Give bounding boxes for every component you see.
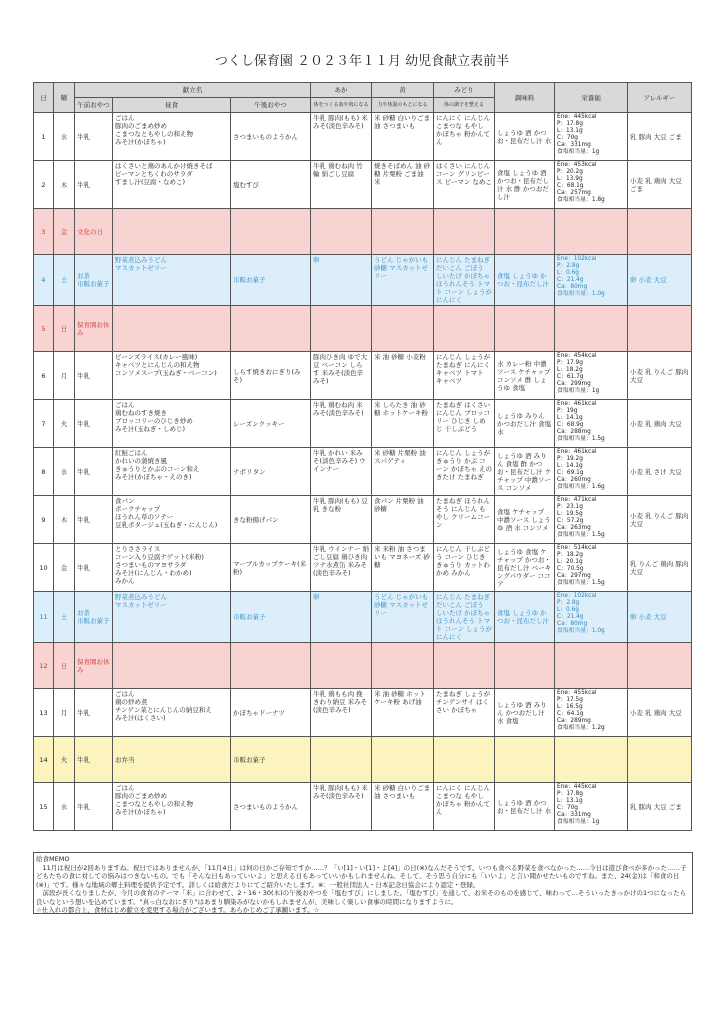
allergy-cell xyxy=(628,209,692,255)
weekday-cell: 水 xyxy=(54,783,75,831)
green-foods-cell xyxy=(434,306,495,352)
green-foods-cell: にんじん しょうが たまねぎ にんにく キャベツ トマト キャベツ xyxy=(434,352,495,400)
morning-snack-cell: 牛乳 xyxy=(75,544,113,592)
yellow-foods-cell xyxy=(372,737,434,783)
lunch-cell xyxy=(113,306,231,352)
yellow-foods-cell: 米 砂糖 白いりごま 油 さつまいも xyxy=(372,113,434,161)
weekday-cell: 金 xyxy=(54,209,75,255)
yellow-foods-cell xyxy=(372,306,434,352)
red-foods-cell: 牛乳 豚肉(もも) 豆乳 きな粉 xyxy=(311,496,372,544)
day-cell: 11 xyxy=(34,592,54,643)
table-row xyxy=(34,544,692,592)
lunch-cell xyxy=(113,643,231,689)
afternoon-snack-cell: さつまいものようかん xyxy=(231,783,311,831)
red-foods-cell: 牛乳 ウインナー 絹ごし豆腐 鶏ひき肉 ツナ水煮缶 米みそ(淡色辛みそ) xyxy=(311,544,372,592)
green-foods-cell: にんにく にんじん こまつな もやし かぼちゃ 粉かんてん xyxy=(434,113,495,161)
seasoning-cell: しょうゆ 酒 かつお・昆布だし汁 水 xyxy=(495,113,555,161)
weekday-cell: 土 xyxy=(54,255,75,306)
nutrition-cell xyxy=(555,737,628,783)
morning-snack-cell: 牛乳 xyxy=(75,737,113,783)
seasoning-cell xyxy=(495,306,555,352)
nutrition-cell: Ene：102kcal P：2.8g L：0.6g C：21.4g Ca：80mg 食塩相当量：1.0g xyxy=(555,255,628,306)
nutrition-cell: Ene：471kcal P：23.1g L：19.5g C：57.2g Ca：263mg 食塩相当量：1.5g xyxy=(555,496,628,544)
yellow-foods-cell: 米 しらたき 油 砂糖 ホットケーキ粉 xyxy=(372,400,434,448)
lunch-cell: はくさいと鶏のあんかけ焼きそば ピーマンとちくわのサラダ すまし汁(豆腐・なめこ) xyxy=(113,161,231,209)
allergy-cell: 小麦 乳 鶏肉 大豆 ごま xyxy=(628,161,692,209)
allergy-cell xyxy=(628,306,692,352)
seasoning-cell: しょうゆ 酒 みりん かつおだし汁 水 食塩 xyxy=(495,689,555,737)
table-row xyxy=(34,113,692,161)
allergy-cell: 卵 小麦 大豆 xyxy=(628,255,692,306)
day-cell: 10 xyxy=(34,544,54,592)
green-foods-cell: にんじん たまねぎ だいこん ごぼう しいたけ かぼちゃ ほうれんそう トマト コーン しょうが にんにく xyxy=(434,255,495,306)
allergy-cell: 小麦 乳 鶏肉 大豆 xyxy=(628,689,692,737)
morning-snack-cell: 牛乳 xyxy=(75,496,113,544)
lunch-cell: 食パン ポークチャップ ほうれん草のソテー 豆乳ポタージュ(玉ねぎ・にんじん) xyxy=(113,496,231,544)
seasoning-cell: 食塩 しょうゆ 酒 かつお・昆布だし汁 水 酢 かつおだし汁 xyxy=(495,161,555,209)
weekday-cell: 火 xyxy=(54,400,75,448)
yellow-foods-cell: 米 米粉 油 さつまいも マヨネーズ 砂糖 xyxy=(372,544,434,592)
header-green: みどり xyxy=(434,83,495,98)
morning-snack-cell: 牛乳 xyxy=(75,400,113,448)
table-row xyxy=(34,209,692,255)
afternoon-snack-cell xyxy=(231,209,311,255)
day-cell: 8 xyxy=(34,448,54,496)
red-foods-cell: 牛乳 豚肉(もも) 米みそ(淡色辛みそ) xyxy=(311,113,372,161)
weekday-cell: 木 xyxy=(54,161,75,209)
nutrition-cell: Ene：453kcal P：20.2g L：13.9g C：68.1g Ca：257mg 食塩相当量：1.8g xyxy=(555,161,628,209)
seasoning-cell: 食塩 ケチャップ 中濃ソース しょうゆ 酒 水 コンソメ xyxy=(495,496,555,544)
nutrition-cell: Ene：454kcal P：17.9g L：18.2g C：61.7g Ca：299mg 食塩相当量：1g xyxy=(555,352,628,400)
green-foods-cell: にんにく にんじん こまつな もやし かぼちゃ 粉かんてん xyxy=(434,783,495,831)
table-row xyxy=(34,643,692,689)
yellow-foods-cell: 米 砂糖 片栗粉 油 スパゲティ xyxy=(372,448,434,496)
seasoning-cell xyxy=(495,737,555,783)
red-foods-cell: 牛乳 鶏むね肉 米みそ(淡色辛みそ) xyxy=(311,400,372,448)
seasoning-cell: 食塩 しょうゆ か つお・昆布だし汁 xyxy=(495,592,555,643)
header-lunch: 昼食 xyxy=(113,98,231,113)
green-foods-cell: たまねぎ はくさい にんじん ブロッコリー ひじき しめじ 干しぶどう xyxy=(434,400,495,448)
header-red: あか xyxy=(311,83,372,98)
afternoon-snack-cell: レーズンクッキー xyxy=(231,400,311,448)
nutrition-cell: Ene：514kcal P：18.2g L：20.1g C：70.5g Ca：297mg 食塩相当量：1.5g xyxy=(555,544,628,592)
table-row xyxy=(34,592,692,643)
page-title: つくし保育園 ２０２３年１１月 幼児食献立表前半 xyxy=(214,54,510,69)
memo-heading: 給食MEMO xyxy=(36,855,70,863)
nutrition-cell: Ene：461kcal P：19.2g L：14.1g C：69.1g Ca：260mg 食塩相当量：1.6g xyxy=(555,448,628,496)
day-cell: 12 xyxy=(34,643,54,689)
header-day: 日 xyxy=(34,83,54,113)
nutrition-cell: Ene：461kcal P：19g L：14.1g C：68.9g Ca：288mg 食塩相当量：1.5g xyxy=(555,400,628,448)
green-foods-cell: にんじん しょうが きゅうり かぶ コーン かぼちゃ えのきたけ たまねぎ xyxy=(434,448,495,496)
day-cell: 7 xyxy=(34,400,54,448)
table-row xyxy=(34,352,692,400)
morning-snack-cell: 牛乳 xyxy=(75,161,113,209)
header-seasoning: 調味料 xyxy=(495,83,555,113)
allergy-cell: 小麦 乳 鶏肉 大豆 xyxy=(628,400,692,448)
lunch-cell: お弁当 xyxy=(113,737,231,783)
day-cell: 5 xyxy=(34,306,54,352)
weekday-cell: 日 xyxy=(54,306,75,352)
memo-box xyxy=(33,852,693,914)
nutrition-cell xyxy=(555,643,628,689)
morning-snack-cell: 牛乳 xyxy=(75,783,113,831)
header-yellow: 黄 xyxy=(372,83,434,98)
weekday-cell: 月 xyxy=(54,352,75,400)
day-cell: 14 xyxy=(34,737,54,783)
day-cell: 3 xyxy=(34,209,54,255)
table-row xyxy=(34,400,692,448)
yellow-foods-cell: 米 油 砂糖 小麦粉 xyxy=(372,352,434,400)
red-foods-cell: 卵 xyxy=(311,592,372,643)
day-cell: 1 xyxy=(34,113,54,161)
nutrition-cell xyxy=(555,306,628,352)
yellow-foods-cell xyxy=(372,643,434,689)
table-row xyxy=(34,496,692,544)
green-foods-cell xyxy=(434,737,495,783)
afternoon-snack-cell: きな粉揚げパン xyxy=(231,496,311,544)
morning-snack-cell: 文化の日 xyxy=(75,209,113,255)
nutrition-cell: Ene：445kcal P：17.8g L：13.1g C：70g Ca：331mg 食塩相当量：1g xyxy=(555,113,628,161)
seasoning-cell xyxy=(495,643,555,689)
lunch-cell: とりささライス コーン入り豆腐ナゲット(米粉) さつまいものマヨサラダ みそ汁(にんじん・わかめ) みかん xyxy=(113,544,231,592)
lunch-cell: 野菜煮込みうどん マスカットゼリー xyxy=(113,255,231,306)
seasoning-cell: しょうゆ みりん かつおだし汁 食塩 水 xyxy=(495,400,555,448)
lunch-cell xyxy=(113,209,231,255)
green-foods-cell: たまねぎ しょうが チンゲンサイ はくさい かぼちゃ xyxy=(434,689,495,737)
lunch-cell: ごはん 鶏の炒め煮 チンゲン菜とにんじんの納豆和え みそ汁(はくさい) xyxy=(113,689,231,737)
seasoning-cell: 水 カレー粉 中濃ソース ケチャップ コンソメ 酢 しょうゆ 食塩 xyxy=(495,352,555,400)
seasoning-cell: しょうゆ 酒 みりん 食塩 酢 かつお・昆布だし汁 ケチャップ 中濃ソース コンソメ xyxy=(495,448,555,496)
table-row xyxy=(34,737,692,783)
afternoon-snack-cell: 市販お菓子 xyxy=(231,737,311,783)
weekday-cell: 土 xyxy=(54,592,75,643)
weekday-cell: 金 xyxy=(54,544,75,592)
afternoon-snack-cell: 市販お菓子 xyxy=(231,592,311,643)
yellow-foods-cell: うどん じゃがいも 砂糖 マスカットゼリー xyxy=(372,592,434,643)
red-foods-cell: 牛乳 鶏むね肉 竹輪 絹ごし豆腐 xyxy=(311,161,372,209)
lunch-cell: ごはん 豚肉のごまめ炒め こまつなともやしの和え物 みそ汁(かぼちゃ) xyxy=(113,783,231,831)
afternoon-snack-cell xyxy=(231,306,311,352)
green-foods-cell: はくさい にんじん コーン グリンピース ピーマン なめこ xyxy=(434,161,495,209)
yellow-foods-cell: うどん じゃがいも 砂糖 マスカットゼリー xyxy=(372,255,434,306)
morning-snack-cell: 保育園お休み xyxy=(75,306,113,352)
memo-line-2: 前段が長くなりましたが、今月の食育のテーマ「米」に合わせて、2・16・30(木)の午後おやつを「塩むすび」にしました。「塩むすび」を通して、お米そのものを感じて、味わって…そういったきっかけの1つになったら良いなという想いを込めています。"真っ白なおにぎり"はあまり馴染みがないかもしれませんが、美味しく楽しい食事の時間になりますように。 xyxy=(36,889,687,906)
afternoon-snack-cell: かぼちゃドーナツ xyxy=(231,689,311,737)
header-afternoon-snack: 午後おやつ xyxy=(231,98,311,113)
afternoon-snack-cell: さつまいものようかん xyxy=(231,113,311,161)
red-foods-cell xyxy=(311,737,372,783)
allergy-cell: 乳 りんご 鶏肉 豚肉 大豆 xyxy=(628,544,692,592)
allergy-cell: 小麦 乳 りんご 豚肉 大豆 xyxy=(628,352,692,400)
header-morning-snack: 午前おやつ xyxy=(75,98,113,113)
lunch-cell: ビーンズライス(カレー風味) キャベツとにんじんの和え物 コンソメスープ(玉ねぎ・ベーコン) xyxy=(113,352,231,400)
table-row xyxy=(34,689,692,737)
seasoning-cell: 食塩 しょうゆ か つお・昆布だし汁 xyxy=(495,255,555,306)
header-menu-group: 献立名 xyxy=(75,83,311,98)
allergy-cell: 卵 小麦 大豆 xyxy=(628,592,692,643)
allergy-cell: 小麦 乳 さけ 大豆 xyxy=(628,448,692,496)
red-foods-cell: 牛乳 豚肉(もも) 米みそ(淡色辛みそ) xyxy=(311,783,372,831)
memo-line-1: 11月は祝日が2回ありますね。祝日ではありませんが、「11月4日」は何の日かご存知ですか……？「い[1]・い[1]・よ[4]」の日(※)なんだそうです。いつも食べる野菜を食べなかった……今日は遊び食べが多かった……子どもたちの食に対しての悩みはつきないもの。でも「そんな日もあっていいよ」と思える日もあっていいかもしれませんね。そして、そう思う自分にも「いいよ」と言い聞かせたいものですね。また、24(金)は「和食の日(※)」です。様々な地域の郷土料理を提供予定です。詳しくは給食だよりにてご紹介いたします。※：一般社団法人・日本記念日協会により認定・登録。 xyxy=(36,863,687,889)
allergy-cell: 乳 豚肉 大豆 ごま xyxy=(628,113,692,161)
day-cell: 4 xyxy=(34,255,54,306)
weekday-cell: 水 xyxy=(54,113,75,161)
weekday-cell: 日 xyxy=(54,643,75,689)
nutrition-cell: Ene：455kcal P：17.5g L：16.5g C：64.1g Ca：289mg 食塩相当量：1.2g xyxy=(555,689,628,737)
nutrition-cell xyxy=(555,209,628,255)
green-foods-cell: にんじん 干しぶどう コーン ひじき きゅうり カットわかめ みかん xyxy=(434,544,495,592)
table-row xyxy=(34,306,692,352)
afternoon-snack-cell xyxy=(231,643,311,689)
table-row xyxy=(34,783,692,831)
day-cell: 9 xyxy=(34,496,54,544)
allergy-cell xyxy=(628,643,692,689)
header-red-sub: 体をつくる血や肉になる xyxy=(311,98,372,113)
menu-table xyxy=(33,82,692,831)
table-row xyxy=(34,255,692,306)
red-foods-cell xyxy=(311,209,372,255)
allergy-cell: 小麦 乳 りんご 豚肉 大豆 xyxy=(628,496,692,544)
morning-snack-cell: お茶 市販お菓子 xyxy=(75,592,113,643)
lunch-cell: 紅鮭ごはん かれいの蒲焼き風 きゅうりとかぶのコーン和え みそ汁(かぼちゃ・えのき) xyxy=(113,448,231,496)
morning-snack-cell: お茶 市販お菓子 xyxy=(75,255,113,306)
morning-snack-cell: 牛乳 xyxy=(75,448,113,496)
day-cell: 15 xyxy=(34,783,54,831)
weekday-cell: 水 xyxy=(54,448,75,496)
green-foods-cell: にんじん たまねぎ だいこん ごぼう しいたけ かぼちゃ ほうれんそう トマト コーン しょうが にんにく xyxy=(434,592,495,643)
red-foods-cell: 豚肉ひき肉 ゆで大豆 ベーコン しらす 米みそ(淡色辛みそ) xyxy=(311,352,372,400)
yellow-foods-cell: 焼きそばめん 油 砂糖 片栗粉 ごま油 米 xyxy=(372,161,434,209)
afternoon-snack-cell: しらす焼きおにぎり(みそ) xyxy=(231,352,311,400)
yellow-foods-cell: 米 油 砂糖 ホットケーキ粉 あげ油 xyxy=(372,689,434,737)
header-weekday: 曜 xyxy=(54,83,75,113)
memo-line-3: ☆仕入れの都合上、食材はじめ献立を変更する場合がございます。あらかじめご了承願います。☆ xyxy=(36,906,320,914)
day-cell: 13 xyxy=(34,689,54,737)
weekday-cell: 月 xyxy=(54,689,75,737)
morning-snack-cell: 牛乳 xyxy=(75,689,113,737)
green-foods-cell: たまねぎ ほうれんそう にんじん もやし クリームコーン xyxy=(434,496,495,544)
seasoning-cell xyxy=(495,209,555,255)
header-green-sub: 体の調子を整える xyxy=(434,98,495,113)
red-foods-cell xyxy=(311,643,372,689)
lunch-cell: ごはん 鶏むねのすき焼き ブロッコリーのひじき炒め みそ汁(玉ねぎ・しめじ) xyxy=(113,400,231,448)
day-cell: 6 xyxy=(34,352,54,400)
morning-snack-cell: 牛乳 xyxy=(75,352,113,400)
morning-snack-cell: 牛乳 xyxy=(75,113,113,161)
red-foods-cell xyxy=(311,306,372,352)
afternoon-snack-cell: ナポリタン xyxy=(231,448,311,496)
nutrition-cell: Ene：102kcal P：2.8g L：0.6g C：21.4g Ca：80mg 食塩相当量：1.0g xyxy=(555,592,628,643)
header-allergy: アレルギー xyxy=(628,83,692,113)
nutrition-cell: Ene：445kcal P：17.8g L：13.1g C：70g Ca：331mg 食塩相当量：1g xyxy=(555,783,628,831)
menu-body xyxy=(34,113,692,831)
day-cell: 2 xyxy=(34,161,54,209)
lunch-cell: 野菜煮込みうどん マスカットゼリー xyxy=(113,592,231,643)
afternoon-snack-cell: マーブルカップケーキ(米粉) xyxy=(231,544,311,592)
weekday-cell: 火 xyxy=(54,737,75,783)
table-row xyxy=(34,161,692,209)
red-foods-cell: 牛乳 鶏もも肉 挽きわり納豆 米みそ(淡色辛みそ) xyxy=(311,689,372,737)
weekday-cell: 木 xyxy=(54,496,75,544)
yellow-foods-cell: 食パン 片栗粉 油 砂糖 xyxy=(372,496,434,544)
afternoon-snack-cell: 市販お菓子 xyxy=(231,255,311,306)
table-row xyxy=(34,448,692,496)
lunch-cell: ごはん 豚肉のごまめ炒め こまつなともやしの和え物 みそ汁(かぼちゃ) xyxy=(113,113,231,161)
yellow-foods-cell xyxy=(372,209,434,255)
header-nutrition: 栄養価 xyxy=(555,83,628,113)
seasoning-cell: しょうゆ 食塩 ケチャップ かつお・昆布だし汁 ベーキングパウダー ココア xyxy=(495,544,555,592)
allergy-cell: 乳 豚肉 大豆 ごま xyxy=(628,783,692,831)
allergy-cell xyxy=(628,737,692,783)
yellow-foods-cell: 米 砂糖 白いりごま 油 さつまいも xyxy=(372,783,434,831)
red-foods-cell: 卵 xyxy=(311,255,372,306)
green-foods-cell xyxy=(434,209,495,255)
header-yellow-sub: 力や体温のもとになる xyxy=(372,98,434,113)
afternoon-snack-cell: 塩むすび xyxy=(231,161,311,209)
seasoning-cell: しょうゆ 酒 かつお・昆布だし汁 水 xyxy=(495,783,555,831)
red-foods-cell: 牛乳 かれい 米みそ(淡色辛みそ) ウインナー xyxy=(311,448,372,496)
morning-snack-cell: 保育園お休み xyxy=(75,643,113,689)
green-foods-cell xyxy=(434,643,495,689)
